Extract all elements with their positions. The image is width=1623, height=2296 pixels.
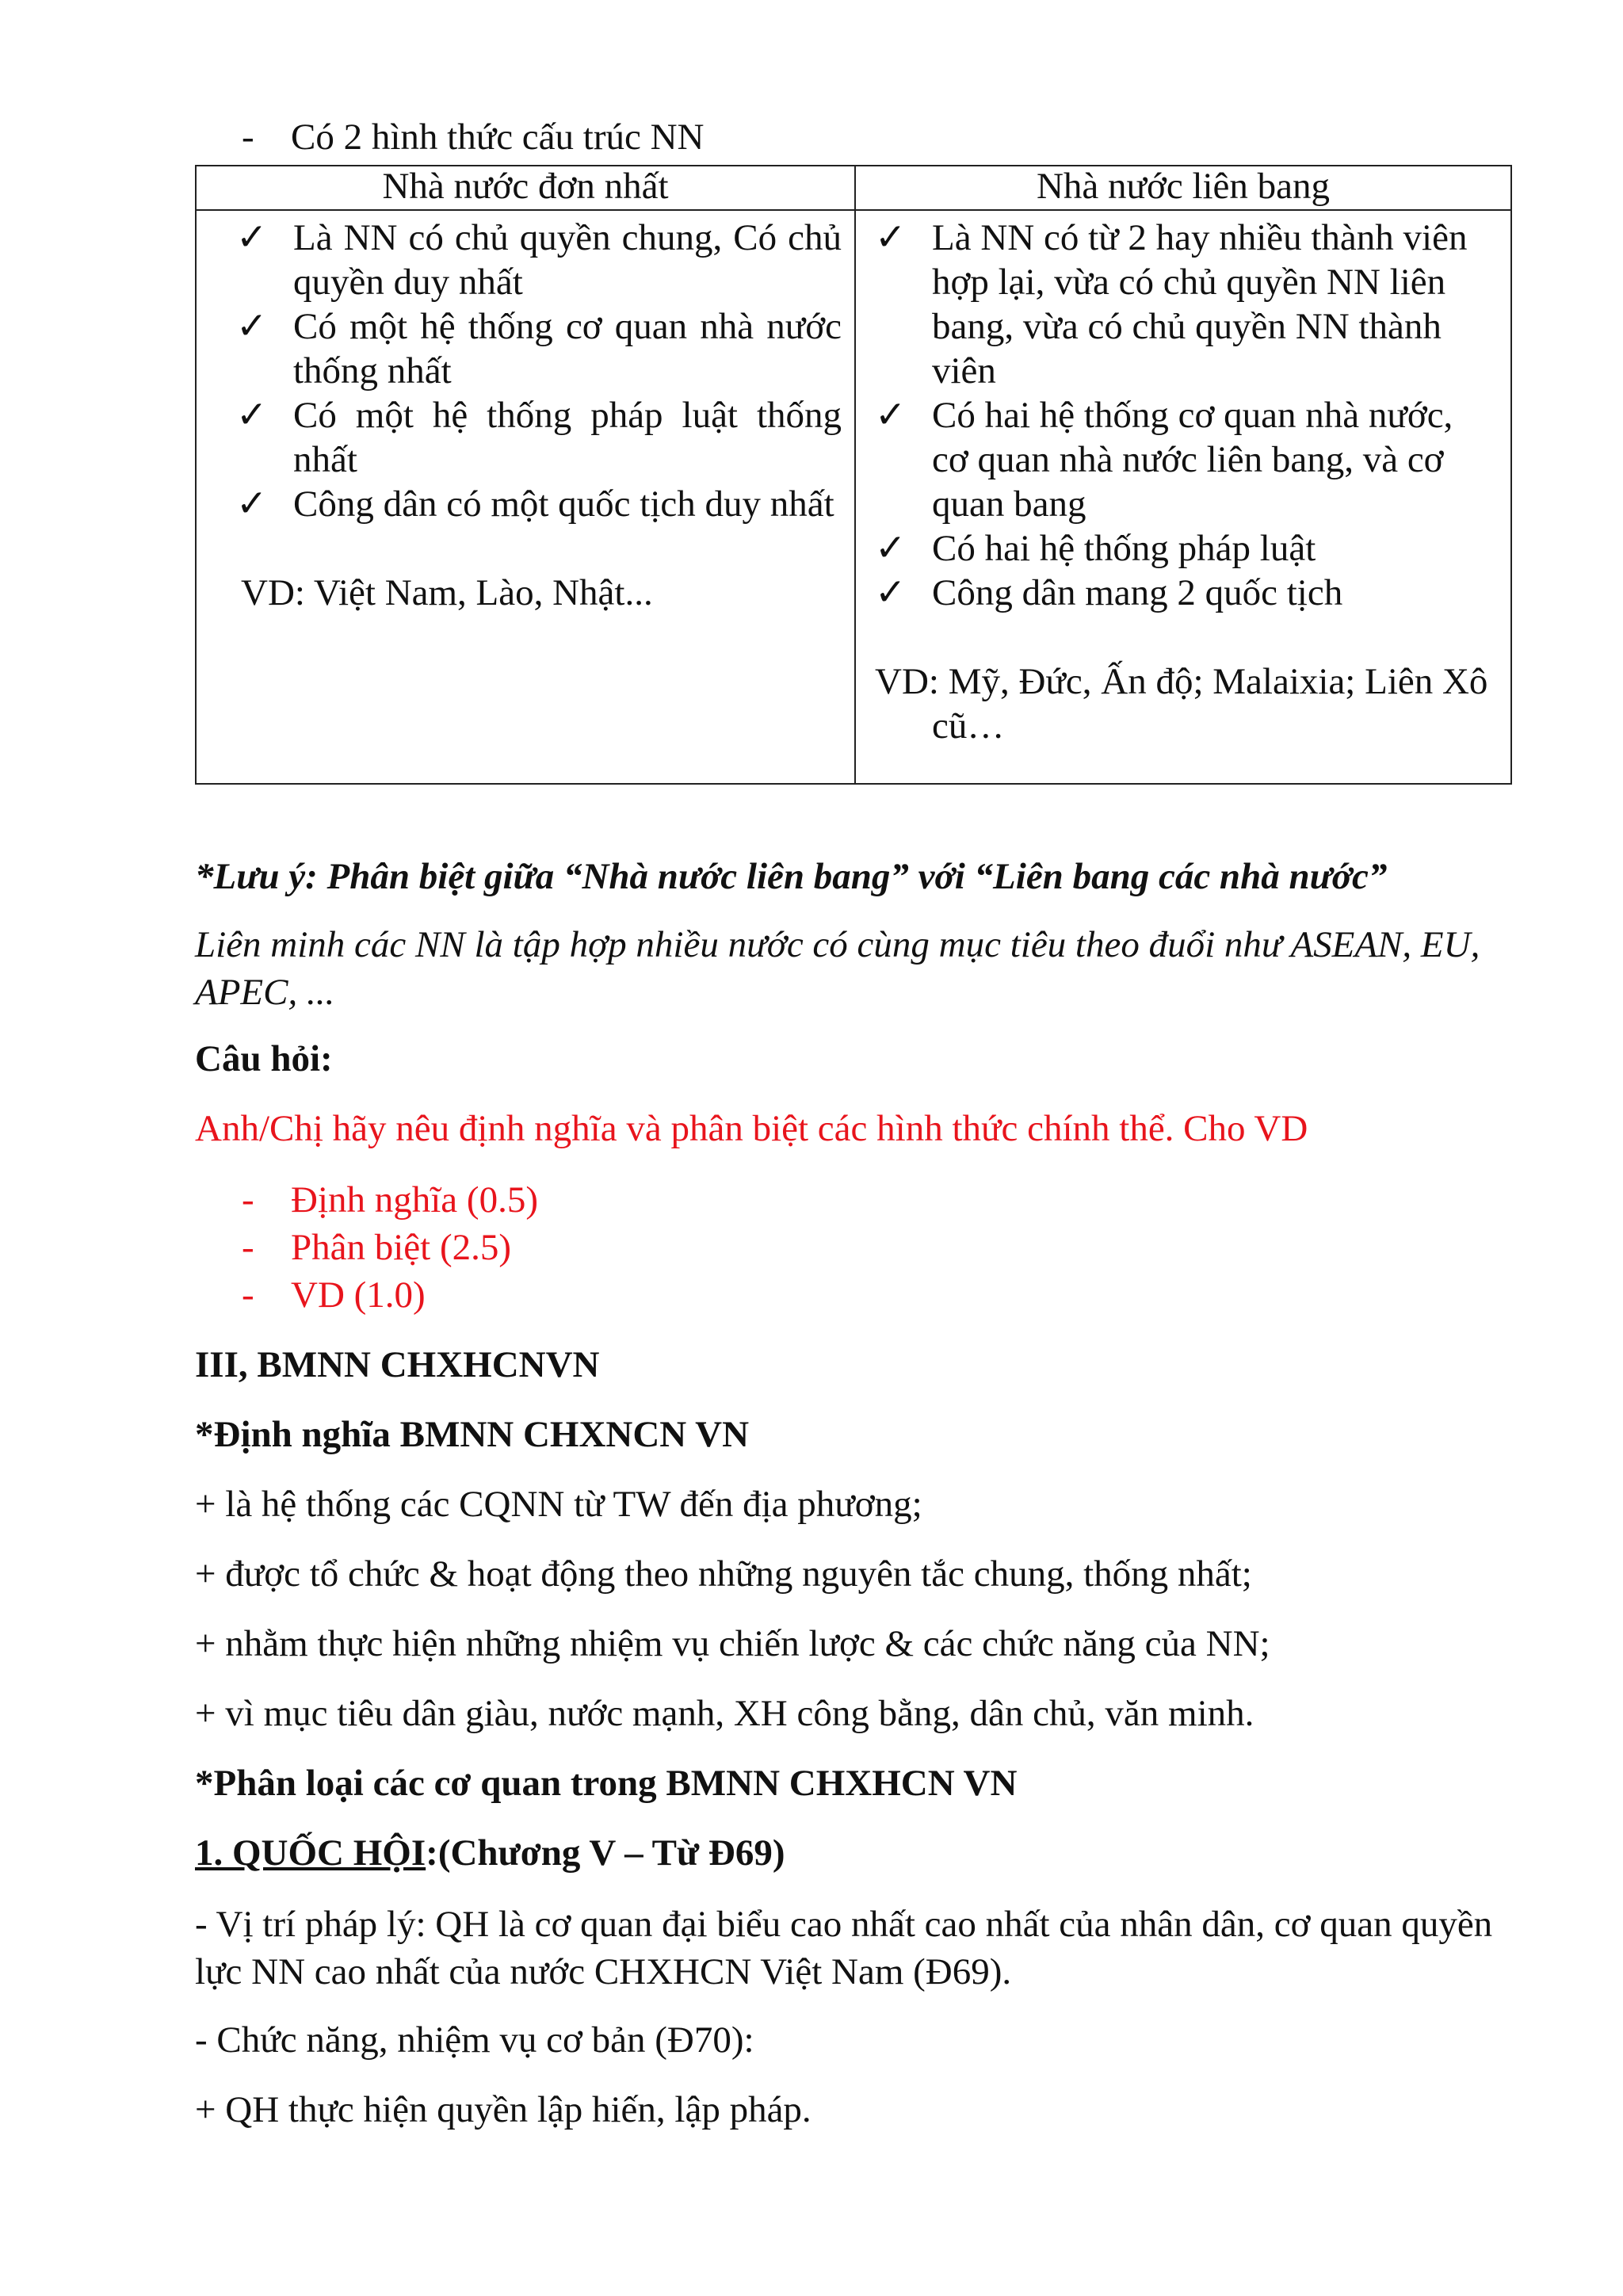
comparison-table [195, 165, 1512, 785]
question-label: Câu hỏi: [195, 1038, 333, 1079]
list-dash: - [242, 117, 254, 158]
definition-item: + được tổ chức & hoạt động theo những nguyên tắc chung, thống nhất; [195, 1553, 1252, 1595]
unitary-features-list [236, 216, 842, 526]
function-item: + QH thực hiện quyền lập hiến, lập pháp. [195, 2089, 812, 2130]
checkmark-icon: ✓ [236, 217, 268, 258]
note-body: Liên minh các NN là tập hợp nhiều nước có cùng mục tiêu theo đuổi như ASEAN, EU, APEC, ... [195, 924, 1480, 1013]
list-dash: - [242, 1179, 254, 1221]
checkmark-icon: ✓ [875, 528, 907, 569]
list-item: - Định nghĩa (0.5) [242, 1176, 1510, 1224]
list-dash: - [242, 1227, 254, 1268]
list-item: ✓ Có hai hệ thống pháp luật [875, 528, 1316, 569]
checkmark-icon: ✓ [236, 483, 268, 525]
national-assembly-title: 1. QUỐC HỘI [195, 1832, 426, 1874]
federal-state-cell [855, 210, 1511, 784]
unitary-state-cell [196, 210, 855, 784]
note-title: *Lưu ý: Phân biệt giữa “Nhà nước liên bang” với “Liên bang các nhà nước” [195, 856, 1388, 897]
definition-title: *Định nghĩa BMNN CHXNCN VN [195, 1414, 750, 1455]
header-federal-state: Nhà nước liên bang [855, 166, 1511, 210]
checkmark-icon: ✓ [875, 217, 907, 258]
definition-item: + là hệ thống các CQNN từ TW đến địa phương; [195, 1484, 922, 1525]
list-item: ✓ Có một hệ thống pháp luật thống nhất [236, 395, 842, 480]
national-assembly-heading [195, 1831, 1510, 1875]
definition-item: + vì mục tiêu dân giàu, nước mạnh, XH công bằng, dân chủ, văn minh. [195, 1693, 1254, 1734]
intro-line [242, 115, 704, 159]
table-header-row [196, 166, 1511, 210]
question-items [195, 1176, 1510, 1319]
legal-position: - Vị trí pháp lý: QH là cơ quan đại biểu cao nhất cao nhất của nhân dân, cơ quan quyền lực NN cao nhất của nước CHXHCN Việt Nam (Đ69). [195, 1904, 1493, 1992]
list-item: ✓ Có hai hệ thống cơ quan nhà nước, cơ quan nhà nước liên bang, và cơ quan bang [875, 395, 1453, 525]
list-item: ✓ Có một hệ thống cơ quan nhà nước thống nhất [236, 306, 842, 392]
list-item: ✓ Công dân có một quốc tịch duy nhất [236, 483, 834, 525]
federal-example: VD: Mỹ, Đức, Ấn độ; Malaixia; Liên Xô cũ… [875, 661, 1488, 747]
header-unitary-state: Nhà nước đơn nhất [196, 166, 855, 210]
checkmark-icon: ✓ [236, 306, 268, 347]
federal-features-list [875, 216, 1490, 615]
table-row [196, 210, 1511, 784]
list-item: ✓ Là NN có từ 2 hay nhiều thành viên hợp lại, vừa có chủ quyền NN liên bang, vừa có chủ quyền NN thành viên [875, 217, 1468, 392]
question-text: Anh/Chị hãy nêu định nghĩa và phân biệt các hình thức chính thể. Cho VD [195, 1108, 1308, 1149]
list-item: ✓ Là NN có chủ quyền chung, Có chủ quyền duy nhất [236, 217, 842, 303]
list-item: - Phân biệt (2.5) [242, 1224, 1510, 1271]
definition-item: + nhằm thực hiện những nhiệm vụ chiến lược & các chức năng của NN; [195, 1623, 1270, 1664]
checkmark-icon: ✓ [875, 572, 907, 613]
national-assembly-ref: :(Chương V – Từ Đ69) [426, 1832, 785, 1874]
checkmark-icon: ✓ [236, 395, 268, 436]
list-item: - VD (1.0) [242, 1271, 1510, 1319]
classification-title: *Phân loại các cơ quan trong BMNN CHXHCN VN [195, 1763, 1018, 1804]
functions-heading: - Chức năng, nhiệm vụ cơ bản (Đ70): [195, 2019, 754, 2061]
list-item: ✓ Công dân mang 2 quốc tịch [875, 572, 1343, 613]
body-text [195, 854, 1510, 2157]
list-dash: - [242, 1274, 254, 1316]
checkmark-icon: ✓ [875, 395, 907, 436]
section-heading: III, BMNN CHXHCNVN [195, 1344, 600, 1385]
intro-text: Có 2 hình thức cấu trúc NN [291, 117, 705, 158]
unitary-example: VD: Việt Nam, Lào, Nhật... [241, 572, 653, 613]
